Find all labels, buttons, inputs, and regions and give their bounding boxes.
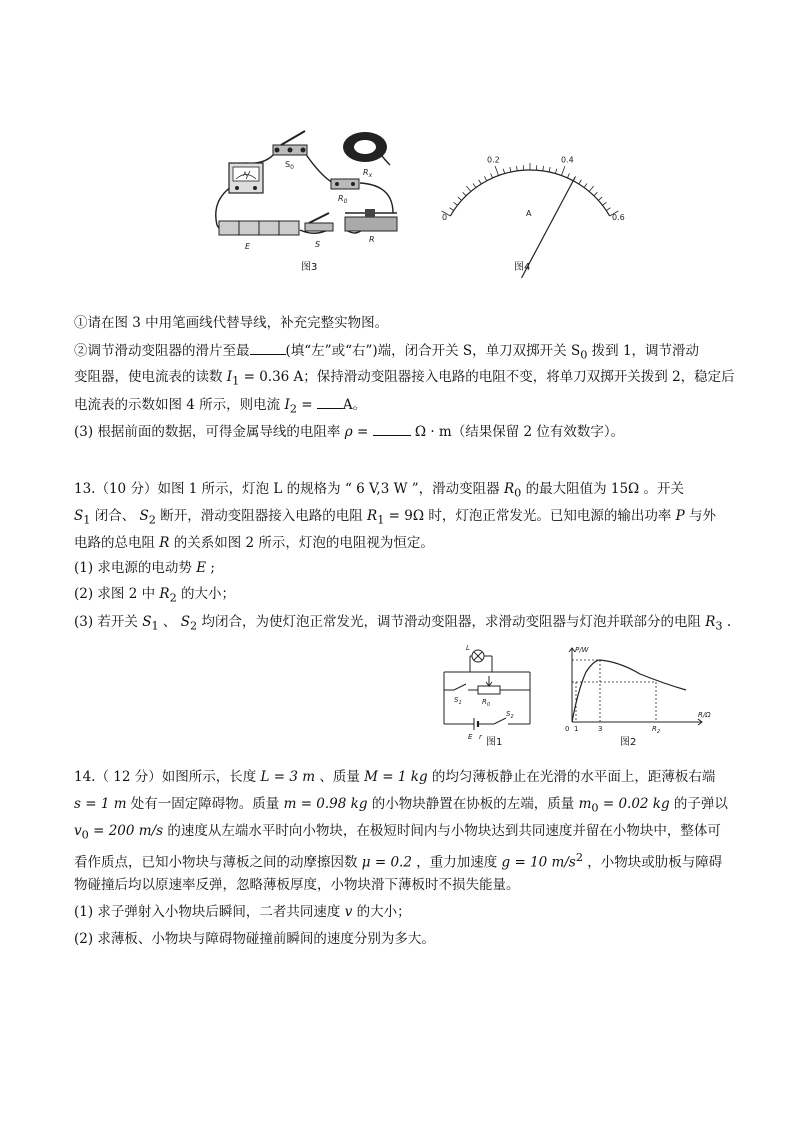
dial-tick	[479, 180, 482, 184]
wire-coil-rx	[343, 132, 387, 162]
figure-3-r-label: R	[369, 235, 375, 244]
rheostat-device	[345, 209, 397, 231]
q12-part2-line2: 变阻器，使电流表的读数 $I_1 = 0.36$ A；保持滑动变阻器接入电路的电阻不变，将单刀双掷开关拨到 2，稳定后	[74, 369, 735, 388]
dial-tick	[495, 166, 498, 175]
figure-2-caption: 图2	[620, 737, 637, 748]
dial-tick	[454, 202, 458, 205]
q13-sub3: (3) 若开关 $S_1$ 、 $S_2$ 均闭合，为使灯泡正常发光，调节滑动变阻器，求滑动变阻器与灯泡并联部分的电阻 $R_3$ .	[74, 614, 732, 633]
figure-1-caption: 图1	[486, 737, 503, 748]
dial-tick-label: 0.6	[611, 213, 625, 222]
figure-4-caption: 图4	[514, 262, 531, 273]
fig1-e-label: E	[468, 733, 473, 741]
q14-sub1: (1) 求子弹射入小物块后瞬间，二者共同速度 v 的大小；	[74, 904, 411, 920]
dial-tick	[549, 167, 550, 172]
q14-line3: $v_0 = 200$ m/s 的速度从左端水平时向小物块，在极短时间内与小物块达到共同速度并留在小物块中，整体可	[74, 823, 721, 842]
dial-tick	[517, 166, 518, 171]
fig1-r-label: r	[479, 733, 482, 741]
battery-device	[219, 221, 299, 235]
q14-line5: 物碰撞后均以原速率反弹，忽略薄板厚度，小物块滑下薄板时不损失能量。	[74, 877, 520, 893]
switch-s-device	[305, 213, 333, 231]
figure-3-ammeter-label: A	[243, 171, 248, 178]
power-curve	[572, 660, 686, 722]
q12-part2-line3: 电流表的示数如图 4 所示，则电流 $I_2 = A$。	[74, 394, 366, 420]
q13-sub2: (2) 求图 2 中 $R_2$ 的大小；	[74, 586, 236, 605]
q13-sub1: (1) 求电源的电动势 E ;	[74, 560, 215, 576]
dial-tick	[473, 184, 476, 188]
figure-3-circuit	[205, 125, 420, 270]
fig1-l-label: L	[466, 644, 470, 652]
dial-tick	[503, 169, 504, 174]
figure-3-rx-label: $R_x$	[363, 168, 373, 179]
q13-line2: $S_1$ 闭合、 $S_2$ 断开，滑动变阻器接入电路的电阻 $R_1 = 9\Omega$ 时，灯泡正常发光。已知电源的输出功率 P 与外	[74, 508, 717, 527]
q12-part1: ①请在图 3 中用笔画线代替导线，补充完整实物图。	[74, 315, 389, 331]
figure-4-ammeter-dial	[440, 150, 625, 270]
dial-tick	[594, 192, 597, 196]
figure-3-s-label: S	[315, 240, 321, 249]
answer-blank-end[interactable]	[250, 340, 286, 355]
dial-tick	[463, 192, 466, 196]
dial-tick	[450, 208, 454, 211]
fig2-y-axis-label: P/W	[575, 646, 589, 654]
figure-3-s0-label: $S_0$	[285, 160, 294, 171]
dial-tick	[555, 169, 556, 174]
figure-3-caption: 图3	[301, 262, 318, 273]
dial-tick	[484, 176, 486, 180]
dial-tick	[466, 186, 470, 191]
dial-tick	[491, 173, 493, 178]
dial-symbol: A	[526, 209, 532, 218]
q12-part2-line1: ②调节滑动变阻器的滑片至最 (填“左”或“右”)端，闭合开关 S，单刀双掷开关 $S_0$ 拨到 1，调节滑动	[74, 340, 699, 366]
q13-line3: 电路的总电阻 R 的关系如图 2 所示，灯泡的电阻视为恒定。	[74, 535, 434, 551]
dial-tick	[510, 167, 511, 172]
q14-line4: 看作质点，已知小物块与薄板之间的动摩擦因数 μ = 0.2 ，重力加速度 g = 10 $m/s^2$ ，小物块或肋板与障碍	[74, 851, 723, 871]
dial-tick	[458, 197, 462, 200]
dial-tick	[584, 184, 587, 188]
fig1-s1-label: $S_1$	[454, 696, 462, 706]
fig2-tick-3: 3	[598, 725, 603, 733]
q12-part3: (3) 根据前面的数据，可得金属导线的电阻率 ρ = Ω · m（结果保留 2 位有效数字）。	[74, 421, 624, 442]
dial-tick	[602, 202, 606, 205]
fig2-origin-label: 0	[565, 725, 570, 733]
fig1-r0-label: $R_0$	[482, 698, 491, 708]
dial-tick	[606, 208, 610, 211]
answer-blank-rho[interactable]	[373, 421, 411, 436]
ammeter-device	[229, 163, 263, 193]
dial-tick-label: 0.2	[487, 155, 500, 165]
q14-line2: s = 1 m 处有一固定障碍物。质量 m = 0.98 kg 的小物块静置在协板的左端，质量 $m_0 = 0.02$ kg 的子弹以	[74, 796, 728, 815]
dial-tick	[598, 197, 602, 200]
q13-line1: 13.（10 分）如图 1 所示，灯泡 L 的规格为 “ 6 V,3 W ”，滑动变阻器 $R_0$ 的最大阻值为 15Ω 。开关	[74, 481, 685, 500]
dial-tick	[567, 173, 569, 178]
q14-line1: 14.（ 12 分）如图所示，长度 L = 3 m 、质量 M = 1 kg 的均匀薄板静止在光滑的水平面上，距薄板右端	[74, 769, 716, 785]
dial-tick	[589, 186, 593, 191]
dial-tick-label: 0.4	[560, 155, 574, 165]
figure-2-power-graph	[560, 642, 720, 748]
dial-tick-label: 0	[442, 213, 448, 222]
dial-tick	[579, 180, 582, 184]
figure-3-e-label: E	[245, 242, 251, 251]
fig2-r2-tick: $R_2$	[652, 725, 661, 735]
answer-blank-i2[interactable]	[317, 394, 343, 409]
fig2-x-axis-label: R/Ω	[698, 711, 711, 719]
resistor-r0-device	[331, 179, 359, 189]
fig2-tick-1: 1	[574, 725, 579, 733]
fig1-s2-label: $S_2$	[506, 710, 514, 720]
dial-tick	[543, 166, 544, 171]
figure-3-r0-label: $R_0$	[338, 194, 348, 205]
q14-sub2: (2) 求薄板、小物块与障碍物碰撞前瞬间的速度分别为多大。	[74, 931, 435, 947]
switch-s0-device	[273, 131, 307, 155]
dial-tick	[561, 166, 564, 175]
